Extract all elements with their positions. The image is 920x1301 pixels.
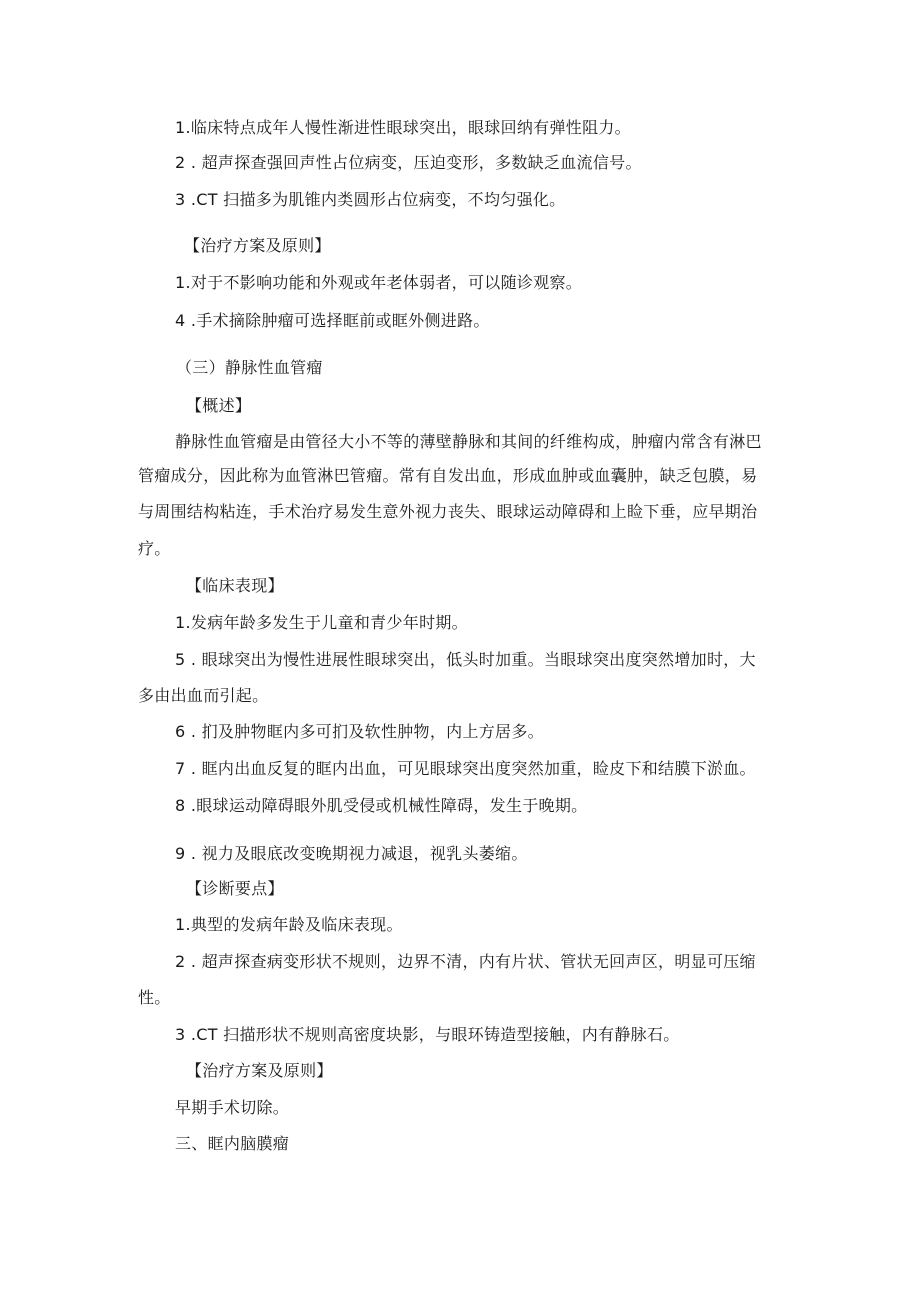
- feature-item-3: 3 .CT 扫描多为肌锥内类圆形占位病变，不均匀强化。: [175, 190, 566, 209]
- overview-line: 与周围结构粘连，手术治疗易发生意外视力丧失、眼球运动障碍和上睑下垂，应早期治: [138, 502, 758, 521]
- section-title-meningioma: 三、眶内脑膜瘤: [175, 1134, 290, 1153]
- feature-item-2: 2 . 超声探查强回声性占位病变，压迫变形，多数缺乏血流信号。: [175, 153, 642, 172]
- diagnosis-item-2: 2 . 超声探查病变形状不规则，边界不清，内有片状、管状无回声区，明显可压缩: [175, 952, 756, 971]
- treatment-text: 早期手术切除。: [175, 1098, 290, 1117]
- clinical-item-9: 9 . 视力及眼底改变晚期视力减退，视乳头萎缩。: [175, 844, 528, 863]
- treatment-item-4: 4 .手术摘除肿瘤可选择眶前或眶外侧进路。: [175, 311, 490, 330]
- overview-line: 管瘤成分，因此称为血管淋巴管瘤。常有自发出血，形成血肿或血囊肿，缺乏包膜，易: [138, 466, 758, 485]
- diagnosis-item-1: 1.典型的发病年龄及临床表现。: [175, 915, 403, 934]
- diagnosis-heading: 【诊断要点】: [186, 879, 284, 898]
- clinical-item-5-cont: 多由出血而引起。: [138, 686, 269, 705]
- clinical-heading: 【临床表现】: [186, 576, 284, 595]
- clinical-item-1: 1.发病年龄多发生于儿童和青少年时期。: [175, 613, 468, 632]
- clinical-item-6: 6 . 扪及肿物眶内多可扪及软性肿物，内上方居多。: [175, 722, 544, 741]
- diagnosis-item-3: 3 .CT 扫描形状不规则高密度块影，与眼环铸造型接触，内有静脉石。: [175, 1025, 680, 1044]
- treatment-item-1: 1.对于不影响功能和外观或年老体弱者，可以随诊观察。: [175, 273, 583, 292]
- clinical-item-7: 7 . 眶内出血反复的眶内出血，可见眼球突出度突然加重，睑皮下和结膜下淤血。: [175, 759, 756, 778]
- clinical-item-8: 8 .眼球运动障碍眼外肌受侵或机械性障碍，发生于晚期。: [175, 796, 588, 815]
- overview-line: 静脉性血管瘤是由管径大小不等的薄壁静脉和其间的纤维构成，肿瘤内常含有淋巴: [175, 432, 762, 451]
- treatment-heading-b: 【治疗方案及原则】: [186, 1061, 333, 1080]
- section-title-venous-hemangioma: （三）静脉性血管瘤: [176, 358, 323, 377]
- diagnosis-item-2-cont: 性。: [138, 988, 171, 1007]
- overview-heading: 【概述】: [186, 396, 252, 415]
- overview-line: 疗。: [138, 539, 171, 558]
- treatment-heading-a: 【治疗方案及原则】: [184, 236, 331, 255]
- clinical-item-5: 5 . 眼球突出为慢性进展性眼球突出，低头时加重。当眼球突出度突然增加时，大: [175, 650, 756, 669]
- feature-item-1: 1.临床特点成年人慢性渐进性眼球突出，眼球回纳有弹性阻力。: [175, 118, 631, 137]
